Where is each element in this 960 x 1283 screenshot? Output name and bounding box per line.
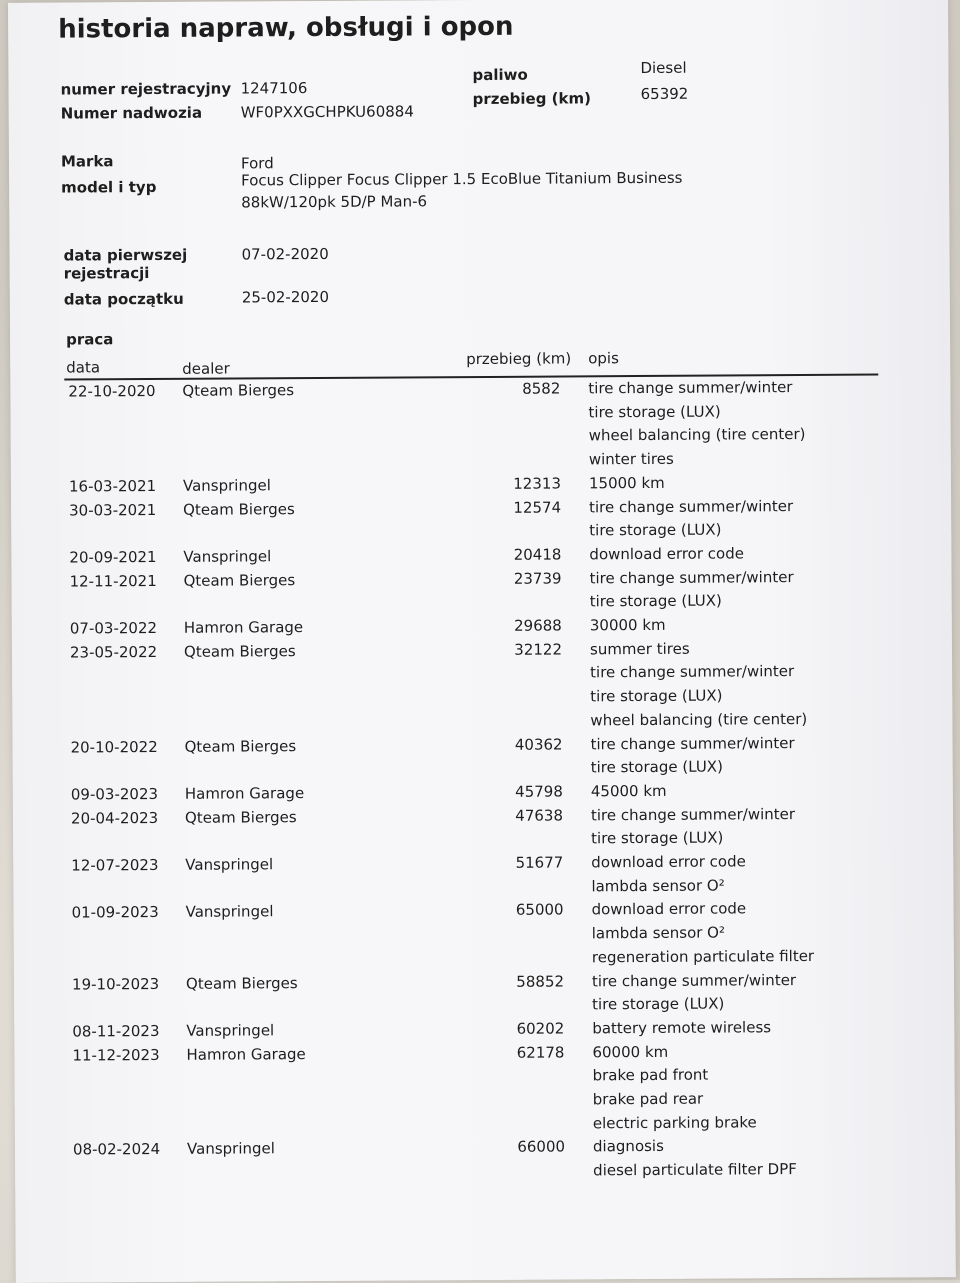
row-date: 22-10-2020 (68, 381, 156, 401)
make-value: Ford (240, 154, 274, 173)
row-description: tire storage (LUX) (591, 828, 724, 848)
column-header-description: opis (588, 349, 619, 368)
row-description: 30000 km (589, 615, 666, 635)
row-dealer: Qteam Bierges (184, 807, 297, 827)
work-section-label: praca (66, 330, 114, 349)
row-date: 23-05-2022 (69, 642, 158, 662)
document-page (8, 0, 956, 1283)
first-registration-label-line1: data pierwszej (63, 245, 188, 265)
column-header-mileage: przebieg (km) (466, 349, 572, 369)
row-date: 01-09-2023 (71, 903, 159, 922)
row-description: battery remote wireless (592, 1018, 772, 1038)
row-date: 30-03-2021 (69, 500, 157, 520)
vin-value: WF0PXXGCHPKU60884 (240, 102, 414, 122)
row-mileage: 12574 (513, 498, 562, 517)
row-dealer: Vanspringel (183, 547, 272, 566)
row-description: tire storage (LUX) (589, 520, 722, 540)
row-description: brake pad rear (592, 1089, 704, 1109)
row-dealer: Hamron Garage (183, 618, 304, 637)
row-description: regeneration particulate filter (591, 946, 815, 967)
row-description: tire storage (LUX) (588, 402, 721, 422)
row-description: tire change summer/winter (588, 378, 793, 398)
row-description: download error code (591, 899, 747, 919)
row-dealer: Hamron Garage (186, 1044, 306, 1064)
row-date: 20-10-2022 (70, 737, 158, 757)
row-description: tire change summer/winter (590, 662, 795, 682)
row-description: lambda sensor O² (591, 923, 726, 943)
row-description: tire change summer/winter (590, 733, 795, 753)
fuel-value: Diesel (640, 58, 687, 78)
row-dealer: Vanspringel (185, 855, 274, 874)
row-mileage: 62178 (516, 1043, 565, 1062)
row-dealer: Vanspringel (186, 1021, 275, 1040)
row-date: 16-03-2021 (68, 476, 157, 496)
row-description: tire change summer/winter (590, 804, 796, 824)
row-description: tire change summer/winter (591, 970, 797, 990)
row-description: wheel balancing (tire center) (588, 425, 806, 445)
row-dealer: Vanspringel (185, 902, 274, 922)
row-description: diagnosis (592, 1137, 664, 1156)
row-date: 20-04-2023 (70, 808, 159, 828)
vin-label: Numer nadwozia (60, 103, 203, 123)
row-description: electric parking brake (592, 1113, 757, 1133)
row-dealer: Qteam Bierges (183, 570, 296, 590)
row-description: lambda sensor O² (591, 876, 725, 896)
row-date: 20-09-2021 (69, 547, 157, 567)
row-dealer: Vanspringel (182, 476, 271, 495)
first-registration-label-line2: rejestracji (63, 264, 150, 283)
row-mileage: 23739 (513, 569, 562, 588)
row-description: tire storage (LUX) (590, 686, 723, 706)
row-mileage: 32122 (514, 640, 563, 659)
registration-number-value: 1247106 (240, 79, 308, 98)
first-registration-value: 07-02-2020 (241, 244, 329, 264)
row-mileage: 12313 (513, 474, 562, 493)
row-description: tire change summer/winter (589, 567, 794, 587)
row-mileage: 65000 (515, 900, 564, 920)
document-title: historia napraw, obsługi i opon (58, 11, 514, 45)
row-mileage: 47638 (515, 806, 564, 825)
row-description: 15000 km (588, 473, 665, 493)
row-mileage: 40362 (514, 734, 563, 754)
row-date: 07-03-2022 (69, 618, 158, 638)
row-mileage: 8582 (522, 379, 561, 398)
make-label: Marka (60, 152, 114, 171)
row-description: winter tires (588, 449, 674, 469)
row-description: 45000 km (590, 781, 667, 801)
model-label: model i typ (61, 177, 157, 197)
column-header-date: data (66, 358, 101, 377)
mileage-value: 65392 (640, 84, 689, 104)
row-date: 19-10-2023 (71, 974, 160, 993)
start-date-value: 25-02-2020 (241, 287, 330, 307)
row-mileage: 66000 (517, 1137, 566, 1157)
row-description: 60000 km (592, 1042, 669, 1061)
row-description: tire change summer/winter (589, 496, 794, 516)
row-description: tire storage (LUX) (589, 591, 722, 611)
row-date: 12-07-2023 (71, 855, 159, 875)
row-description: tire storage (LUX) (590, 757, 723, 777)
row-description: download error code (589, 544, 745, 564)
row-mileage: 20418 (513, 545, 562, 564)
row-mileage: 58852 (516, 971, 565, 991)
row-dealer: Vanspringel (186, 1139, 275, 1159)
row-description: brake pad front (592, 1065, 709, 1085)
start-date-label: data początku (63, 289, 184, 309)
row-description: wheel balancing (tire center) (590, 709, 808, 730)
row-dealer: Qteam Bierges (184, 736, 297, 756)
row-mileage: 45798 (515, 782, 563, 801)
model-value-line2: 88kW/120pk 5D/P Man-6 (241, 192, 428, 212)
row-dealer: Qteam Bierges (182, 381, 295, 400)
row-date: 12-11-2021 (69, 571, 157, 591)
model-value-line1: Focus Clipper Focus Clipper 1.5 EcoBlue Titanium Business (241, 168, 683, 190)
row-mileage: 60202 (516, 1019, 565, 1038)
row-mileage: 51677 (515, 853, 564, 872)
column-header-dealer: dealer (182, 359, 230, 378)
row-mileage: 29688 (514, 616, 562, 635)
row-date: 08-11-2023 (72, 1021, 160, 1041)
row-date: 09-03-2023 (70, 784, 159, 804)
row-date: 08-02-2024 (72, 1140, 161, 1159)
row-dealer: Qteam Bierges (183, 641, 296, 661)
row-dealer: Qteam Bierges (183, 499, 295, 519)
row-description: summer tires (589, 639, 690, 659)
row-date: 11-12-2023 (72, 1045, 160, 1065)
row-description: tire storage (LUX) (592, 994, 725, 1014)
row-description: download error code (591, 852, 746, 872)
row-description: diesel particulate filter DPF (593, 1160, 797, 1180)
registration-number-label: numer rejestracyjny (60, 79, 232, 99)
row-dealer: Qteam Bierges (185, 973, 298, 993)
table-row (15, 1159, 955, 1189)
fuel-label: paliwo (472, 65, 528, 85)
mileage-label: przebieg (km) (472, 89, 592, 109)
row-dealer: Hamron Garage (184, 783, 305, 803)
